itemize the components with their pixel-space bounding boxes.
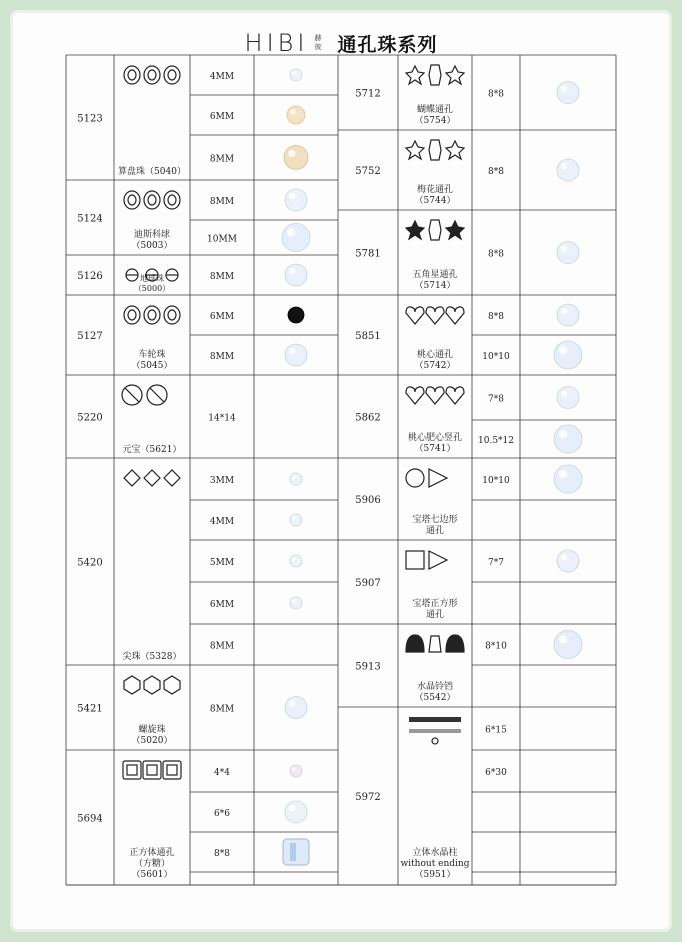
left-code-5123: 5123 xyxy=(77,113,103,125)
right-size-5712-0: 8*8 xyxy=(488,89,504,100)
bead-photo xyxy=(557,159,579,181)
right-size-5862-1: 10.5*12 xyxy=(478,436,514,446)
left-size-5127-0: 6MM xyxy=(209,312,235,322)
pagoda7-icons xyxy=(406,469,447,487)
left-label-5694: 正方体通孔 xyxy=(129,848,175,858)
right-size-5972-1: 6*30 xyxy=(485,768,507,778)
right-label2-5752: （5744） xyxy=(414,196,456,206)
right-label2-5913: （5542） xyxy=(414,693,456,703)
right-code-5906: 5906 xyxy=(355,495,381,506)
right-size-5752-0: 8*8 xyxy=(488,167,504,177)
left-label2-5127: （5045） xyxy=(131,361,173,371)
left-size-5420-3: 6MM xyxy=(209,600,235,610)
brand-chinese: 赫 彼 xyxy=(314,34,322,51)
right-label2-5906: 通孔 xyxy=(425,526,445,536)
left-size-5694-1: 6*6 xyxy=(214,809,230,819)
right-size-5906-0: 10*10 xyxy=(482,476,510,486)
right-label-5972: 立体水晶柱 xyxy=(412,848,458,858)
left-code-5421: 5421 xyxy=(77,703,103,715)
left-label-5220: 元宝（5621） xyxy=(122,445,182,455)
butterfly-icons xyxy=(406,65,464,85)
left-label-5126: 地球珠 xyxy=(140,274,164,283)
left-size-5124-0: 8MM xyxy=(209,197,235,207)
left-code-5694: 5694 xyxy=(77,813,103,825)
right-label2-5907: 通孔 xyxy=(425,610,445,620)
left-size-5126-0: 8MM xyxy=(209,272,235,282)
left-label-5123: 算盘珠（5040） xyxy=(118,167,186,177)
bead-photo xyxy=(290,555,302,567)
left-size-5420-1: 4MM xyxy=(209,517,235,527)
right-size-5781-0: 8*8 xyxy=(488,249,504,260)
right-size-5862-0: 7*8 xyxy=(488,394,504,405)
bead-photo xyxy=(557,242,579,264)
bead-photo xyxy=(290,765,302,777)
left-code-5126: 5126 xyxy=(77,271,103,282)
disco-icons xyxy=(124,191,180,209)
right-size-5913-0: 8*10 xyxy=(485,641,507,652)
column-icons xyxy=(409,717,461,744)
right-size-5907-0: 7*7 xyxy=(488,558,504,568)
left-size-5694-0: 4*4 xyxy=(214,768,230,778)
bead-photo xyxy=(557,82,579,104)
bead-photo xyxy=(287,106,305,124)
right-label-5712: 蝴蝶通孔 xyxy=(416,105,454,115)
right-code-5752: 5752 xyxy=(355,166,381,177)
bead-photo xyxy=(554,465,582,493)
pagoda4-icons xyxy=(406,551,447,569)
left-code-5220: 5220 xyxy=(77,412,103,424)
left-label-5421: 螺旋珠 xyxy=(138,725,166,735)
right-label-5781: 五角星通孔 xyxy=(412,270,458,280)
right-code-5781: 5781 xyxy=(355,248,381,260)
right-code-5907: 5907 xyxy=(355,578,381,589)
bead-photo xyxy=(290,473,302,485)
bead-photo xyxy=(285,801,307,823)
left-size-5124-1: 10MM xyxy=(207,234,237,245)
left-label3-5694: （5601） xyxy=(131,870,173,880)
bead-photo xyxy=(554,631,582,659)
bead-photo xyxy=(285,264,307,286)
left-label2-5124: （5003） xyxy=(131,241,173,251)
right-size-5851-0: 8*8 xyxy=(488,312,504,322)
bead-photo xyxy=(290,597,302,609)
cube-icons xyxy=(123,761,181,779)
left-label2-5694: （方糖） xyxy=(133,859,171,869)
left-size-5127-1: 8MM xyxy=(209,352,235,362)
right-code-5712: 5712 xyxy=(355,88,381,100)
right-label-5906: 宝塔七边形 xyxy=(412,515,458,525)
right-label-5913: 水晶铃铛 xyxy=(416,682,454,692)
wheel-icons xyxy=(124,306,180,324)
fat-heart-icons xyxy=(406,387,464,404)
left-code-5127: 5127 xyxy=(77,331,103,342)
bicone-icons xyxy=(124,470,180,486)
left-size-5123-1: 6MM xyxy=(209,112,235,122)
bead-photo xyxy=(554,341,582,369)
left-code-5420: 5420 xyxy=(77,557,103,569)
right-code-5913: 5913 xyxy=(355,661,381,673)
left-label2-5126: （5000） xyxy=(133,284,171,293)
left-code-5124: 5124 xyxy=(77,213,103,225)
catalog-sheet xyxy=(10,10,672,932)
left-size-5420-4: 8MM xyxy=(209,641,235,652)
right-label2-5972: without ending xyxy=(400,859,470,869)
left-size-5123-0: 4MM xyxy=(209,72,235,82)
page-title: 通孔珠系列 xyxy=(337,33,438,56)
right-label-5851: 桃心通孔 xyxy=(416,350,454,360)
left-size-5420-0: 3MM xyxy=(209,476,235,486)
right-size-5972-0: 6*15 xyxy=(485,725,507,736)
bead-photo xyxy=(284,146,308,170)
bead-photo xyxy=(290,69,302,81)
bead-photo xyxy=(288,307,304,323)
right-label-5862: 桃心肥心竖孔 xyxy=(407,433,463,443)
bead-photo xyxy=(285,344,307,366)
bead-photo xyxy=(557,387,579,409)
bead-photo xyxy=(557,304,579,326)
left-label-5127: 车轮珠 xyxy=(138,350,166,360)
right-label-5752: 梅花通孔 xyxy=(416,185,454,195)
right-size-5851-1: 10*10 xyxy=(482,352,510,362)
product-table xyxy=(10,10,672,932)
bead-photo xyxy=(554,425,582,453)
right-label2-5851: （5742） xyxy=(414,361,456,371)
left-size-5420-2: 5MM xyxy=(209,558,235,568)
right-label3-5972: （5951） xyxy=(414,870,456,880)
bead-photo xyxy=(282,224,310,252)
right-code-5972: 5972 xyxy=(355,792,381,803)
left-label2-5421: （5020） xyxy=(131,736,173,746)
heart-icons xyxy=(406,307,464,324)
right-label2-5862: （5741） xyxy=(414,444,456,454)
left-size-5421-0: 8MM xyxy=(209,704,235,715)
right-label2-5712: （5754） xyxy=(414,116,456,126)
left-size-5123-2: 8MM xyxy=(209,154,235,165)
bead-photo xyxy=(285,189,307,211)
left-label-5420: 尖珠（5328） xyxy=(122,652,182,662)
left-label-5124: 迪斯科球 xyxy=(133,230,171,240)
brand-logo: HIBI xyxy=(244,29,309,57)
flower-icons xyxy=(406,140,464,160)
bead-photo xyxy=(290,514,302,526)
star-icons xyxy=(406,220,464,240)
right-label-5907: 宝塔正方形 xyxy=(412,599,458,609)
rondelle-icons xyxy=(124,66,180,84)
right-code-5851: 5851 xyxy=(355,331,381,342)
right-label2-5781: （5714） xyxy=(414,281,456,291)
right-code-5862: 5862 xyxy=(355,412,381,424)
left-size-5694-2: 8*8 xyxy=(214,849,230,859)
bead-photo xyxy=(285,697,307,719)
bead-photo xyxy=(557,550,579,572)
ingot-icons xyxy=(122,385,167,405)
helix-icons xyxy=(124,676,180,694)
left-size-5220-0: 14*14 xyxy=(208,413,236,424)
bell-icons xyxy=(406,635,464,652)
